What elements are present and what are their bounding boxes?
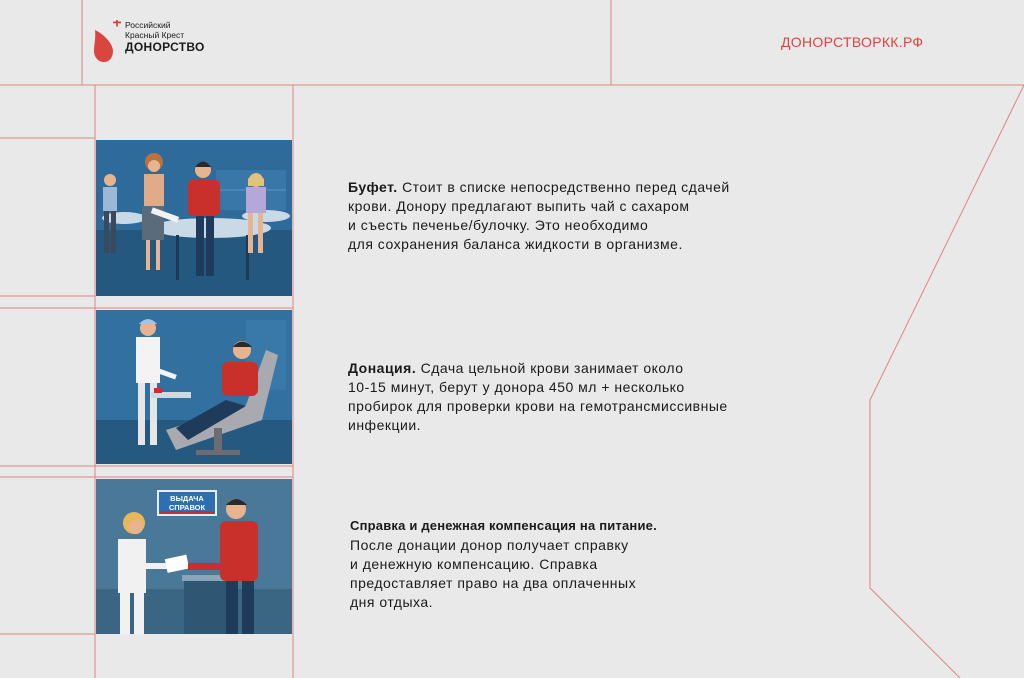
donation-text-1: Сдача цельной крови занимает около xyxy=(420,360,684,376)
donation-text-3: пробирок для проверки крови на гемотрансмиссивные xyxy=(348,398,728,414)
certificate-illustration xyxy=(96,479,292,634)
certificate-text-2: и денежную компенсацию. Справка xyxy=(350,556,598,572)
blood-drop-icon xyxy=(92,20,122,64)
donation-text-2: 10-15 минут, берут у донора 450 мл + несколько xyxy=(348,379,685,395)
sign-line-2: СПРАВОК xyxy=(168,503,206,512)
donation-section xyxy=(348,359,838,435)
logo[interactable] xyxy=(92,18,242,64)
buffet-section xyxy=(348,178,818,254)
buffet-text-2: крови. Донору предлагают выпить чай с сахаром xyxy=(348,198,690,214)
certificate-title: Справка и денежная компенсация на питание. xyxy=(350,518,657,533)
donation-text-4: инфекции. xyxy=(348,417,422,433)
buffet-illustration xyxy=(96,140,292,296)
sign-line-1: ВЫДАЧА xyxy=(170,494,204,503)
buffet-title: Буфет. xyxy=(348,179,398,195)
logo-line-2: Красный Крест xyxy=(125,30,185,40)
buffet-text-3: и съесть печенье/булочку. Это необходимо xyxy=(348,217,649,233)
buffet-text-4: для сохранения баланса жидкости в организме. xyxy=(348,236,683,252)
certificate-text-4: дня отдыха. xyxy=(350,594,434,610)
donation-line-1 xyxy=(348,359,838,378)
logo-line-1: Российский xyxy=(125,20,171,30)
certificate-text-1: После донации донор получает справку xyxy=(350,537,629,553)
logo-text xyxy=(125,20,205,55)
donation-title: Донация. xyxy=(348,360,417,376)
buffet-text-1: Стоит в списке непосредственно перед сдачей xyxy=(402,179,730,195)
site-link[interactable]: ДОНОРСТВОРКК.РФ xyxy=(781,34,924,50)
certificate-section xyxy=(350,516,770,612)
certificate-text-3: предоставляет право на два оплаченных xyxy=(350,575,637,591)
donation-illustration xyxy=(96,310,292,464)
buffet-line-1 xyxy=(348,178,818,197)
logo-line-3: ДОНОРСТВО xyxy=(125,40,205,54)
